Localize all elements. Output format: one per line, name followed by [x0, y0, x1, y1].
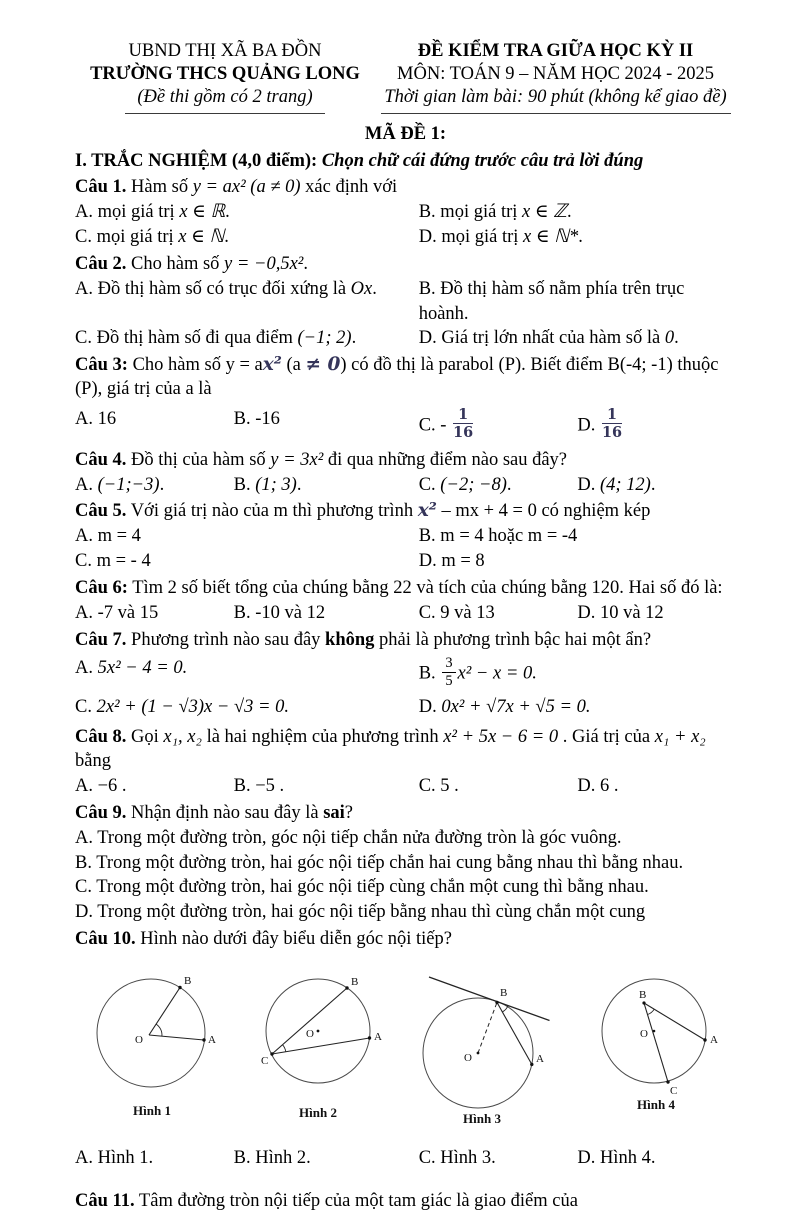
point-label-b: B: [499, 987, 507, 999]
circle-diagram-inscribed-angle: [243, 967, 393, 1121]
question-5-option-d: D. m = 8: [418, 551, 485, 572]
figure-hinh-3: [408, 967, 568, 1134]
point-label-a: A: [374, 1031, 383, 1043]
question-1-option-b: B. mọi giá trị x ∈ ℤ.: [418, 202, 572, 223]
question-8-body: Gọi x₁, x₂ là hai nghiệm của phương trình x² + 5x − 6 = 0 . Giá trị của x₁ + x₂ bằng: [75, 726, 706, 771]
question-3-body: Cho hàm số y = ax² (a ≠ 0) có đồ thị là parabol (P). Biết điểm B(-4; -1) thuộc (P), giá trị của a là: [75, 354, 719, 400]
question-4-body: Đồ thị của hàm số y = 3x² đi qua những điểm nào sau đây?: [126, 449, 568, 470]
figure-caption: Hình 4: [637, 1097, 675, 1112]
question-10-text: [75, 927, 736, 951]
question-6: [75, 576, 736, 626]
question-2-options: [75, 277, 736, 351]
question-7-label: Câu 7.: [75, 629, 127, 650]
figure-caption: Hình 2: [299, 1105, 338, 1120]
question-4-option-b: B. (1; 3).: [233, 474, 302, 495]
point-label-b: B: [351, 976, 359, 988]
question-8-option-d: D. 6 .: [577, 776, 619, 796]
point-label-o: O: [463, 1052, 472, 1064]
point-label-b: B: [184, 975, 192, 987]
question-2-option-c: C. Đồ thị hàm số đi qua điểm (−1; 2).: [75, 328, 357, 349]
question-4-option-a: A. (−1;−3).: [75, 474, 165, 495]
question-6-text: [75, 576, 736, 600]
exam-code: MÃ ĐỀ 1:: [364, 124, 447, 144]
question-5: [75, 499, 736, 574]
question-3-option-d: D. $\frac{1}{16}$: [577, 406, 623, 442]
question-4-label: Câu 4.: [75, 449, 127, 470]
question-9-option-b: B. Trong một đường tròn, hai góc nội tiếp chắn hai cung bằng nhau thì bằng nhau.: [75, 852, 684, 873]
circle-diagram-tangent-chord: [408, 967, 568, 1127]
question-5-option-a: A. m = 4: [75, 526, 141, 547]
point-label-c: C: [261, 1055, 269, 1067]
question-3-option-b: B. -16: [233, 409, 280, 430]
question-6-option-c: C. 9 và 13: [418, 602, 495, 623]
question-5-label: Câu 5.: [75, 501, 127, 522]
issuing-authority: UBND THỊ XÃ BA ĐỒN: [128, 41, 322, 61]
question-2-body: Cho hàm số y = −0,5x².: [126, 253, 308, 274]
question-1-option-a: A. mọi giá trị x ∈ ℝ.: [75, 202, 230, 223]
question-8-option-c: C. 5 .: [418, 776, 459, 796]
section-label: I. TRẮC NGHIỆM (4,0 điểm):: [75, 151, 318, 172]
question-6-label: Câu 6:: [75, 577, 128, 598]
question-8: [75, 725, 736, 799]
question-7-option-b: B. $\frac{3}{5}$ x² − x = 0.: [418, 654, 537, 689]
question-11: [75, 1189, 736, 1213]
question-3-text: [75, 353, 736, 401]
question-5-option-b: B. m = 4 hoặc m = -4: [418, 526, 578, 547]
question-3-option-c: C. - $\frac{1}{16}$: [418, 406, 474, 442]
question-5-options: [75, 524, 736, 574]
question-2-label: Câu 2.: [75, 253, 127, 274]
question-2-option-d: D. Giá trị lớn nhất của hàm số là 0.: [418, 328, 679, 349]
point-label-a: A: [535, 1053, 544, 1065]
header-left-rule: [125, 113, 325, 114]
question-7-option-d: D. 0x² + √7x + √5 = 0.: [418, 697, 591, 718]
question-7-options: [75, 653, 736, 723]
question-4-options: [75, 473, 736, 498]
question-7-option-a: A. 5x² − 4 = 0.: [75, 657, 188, 678]
question-4-text: [75, 448, 736, 472]
question-9-option-d: D. Trong một đường tròn, hai góc nội tiếp bằng nhau thì cùng chắn một cung: [75, 902, 646, 923]
question-6-body: Tìm 2 số biết tổng của chúng bằng 22 và tích của chúng bằng 120. Hai số đó là:: [127, 577, 723, 598]
question-3-option-a: A. 16: [75, 409, 117, 430]
question-5-body: Với giá trị nào của m thì phương trình x² – mx + 4 = 0 có nghiệm kép: [126, 500, 651, 522]
question-1: [75, 175, 736, 250]
school-name: TRƯỜNG THCS QUẢNG LONG: [90, 64, 360, 84]
question-7: [75, 628, 736, 723]
question-7-body: Phương trình nào sau đây không phải là phương trình bậc hai một ẩn?: [126, 629, 652, 650]
circle-diagram-interior-vertex: [582, 967, 732, 1115]
point-label-c: C: [669, 1085, 678, 1097]
exam-title: ĐỀ KIỂM TRA GIỮA HỌC KỲ II: [417, 41, 694, 61]
question-4-option-c: C. (−2; −8).: [418, 474, 512, 495]
question-10-figures: [75, 967, 736, 1134]
section-heading: [75, 149, 736, 173]
question-9: [75, 801, 736, 925]
question-2: [75, 252, 736, 351]
question-9-label: Câu 9.: [75, 802, 127, 823]
question-6-option-d: D. 10 và 12: [577, 602, 664, 623]
question-1-body: Hàm số y = ax² (a ≠ 0) xác định với: [126, 177, 398, 198]
question-11-text: [75, 1189, 736, 1213]
question-7-option-c: C. 2x² + (1 − √3)x − √3 = 0.: [75, 697, 290, 718]
question-9-options: [75, 826, 736, 925]
question-11-body: Tâm đường tròn nội tiếp của một tam giác là giao điểm của: [134, 1190, 578, 1211]
header-left: [75, 40, 375, 114]
point-label-o: O: [306, 1028, 315, 1040]
question-6-option-a: A. -7 và 15: [75, 602, 159, 623]
point-label-b: B: [638, 989, 647, 1001]
question-1-text: [75, 175, 736, 199]
figure-hinh-2: [243, 967, 393, 1128]
question-8-option-a: A. −6 .: [75, 776, 127, 796]
question-10-options: [75, 1146, 736, 1171]
question-2-option-b: B. Đồ thị hàm số nằm phía trên trục hoành.: [418, 278, 685, 324]
question-10-option-b: B. Hình 2.: [233, 1148, 311, 1169]
point-label-o: O: [639, 1028, 648, 1040]
question-8-options: [75, 774, 736, 799]
figure-hinh-4: [582, 967, 732, 1122]
question-10-option-c: C. Hình 3.: [418, 1148, 496, 1169]
header-right: [375, 40, 736, 114]
duration-note: Thời gian làm bài: 90 phút (không kể giao đề): [384, 87, 727, 107]
circle-diagram-central-angle: [79, 967, 229, 1119]
section-instruction: Chọn chữ cái đứng trước câu trả lời đúng: [317, 151, 644, 172]
question-2-option-a: A. Đồ thị hàm số có trục đối xứng là Ox.: [75, 278, 377, 299]
question-10-option-a: A. Hình 1.: [75, 1148, 154, 1169]
question-5-option-c: C. m = - 4: [75, 551, 151, 572]
point-label-o: O: [135, 1034, 143, 1046]
question-6-options: [75, 601, 736, 626]
page-count-note: (Đề thi gồm có 2 trang): [137, 87, 313, 107]
header-right-rule: [381, 113, 731, 114]
question-3-label: Câu 3:: [75, 355, 128, 376]
question-1-option-c: C. mọi giá trị x ∈ ℕ.: [75, 226, 229, 247]
question-9-option-c: C. Trong một đường tròn, hai góc nội tiếp cùng chắn một cung thì bằng nhau.: [75, 877, 649, 898]
question-3: [75, 353, 736, 445]
question-6-option-b: B. -10 và 12: [233, 602, 326, 623]
question-8-label: Câu 8.: [75, 726, 127, 747]
question-10: [75, 927, 736, 1171]
document-header: [75, 40, 736, 114]
figure-caption: Hình 3: [462, 1111, 501, 1126]
question-1-options: [75, 200, 736, 250]
question-7-text: [75, 628, 736, 652]
question-1-label: Câu 1.: [75, 177, 127, 198]
question-3-options: [75, 402, 736, 445]
question-10-label: Câu 10.: [75, 928, 136, 949]
figure-hinh-1: [79, 967, 229, 1126]
subject-year: MÔN: TOÁN 9 – NĂM HỌC 2024 - 2025: [397, 64, 714, 84]
question-10-body: Hình nào dưới đây biểu diễn góc nội tiếp?: [135, 928, 452, 949]
question-4-option-d: D. (4; 12).: [577, 474, 656, 495]
question-11-label: Câu 11.: [75, 1190, 135, 1211]
point-label-a: A: [208, 1034, 216, 1046]
question-9-option-a: A. Trong một đường tròn, góc nội tiếp chắn nửa đường tròn là góc vuông.: [75, 827, 622, 848]
question-8-option-b: B. −5 .: [233, 776, 285, 796]
point-label-a: A: [709, 1034, 718, 1046]
question-9-text: [75, 801, 736, 825]
question-1-option-d: D. mọi giá trị x ∈ ℕ*.: [418, 226, 583, 247]
question-8-text: [75, 725, 736, 773]
question-2-text: [75, 252, 736, 276]
question-10-option-d: D. Hình 4.: [577, 1148, 656, 1169]
figure-caption: Hình 1: [133, 1103, 171, 1118]
question-4: [75, 448, 736, 498]
question-9-body: Nhận định nào sau đây là sai?: [126, 802, 353, 823]
question-5-text: [75, 499, 736, 523]
